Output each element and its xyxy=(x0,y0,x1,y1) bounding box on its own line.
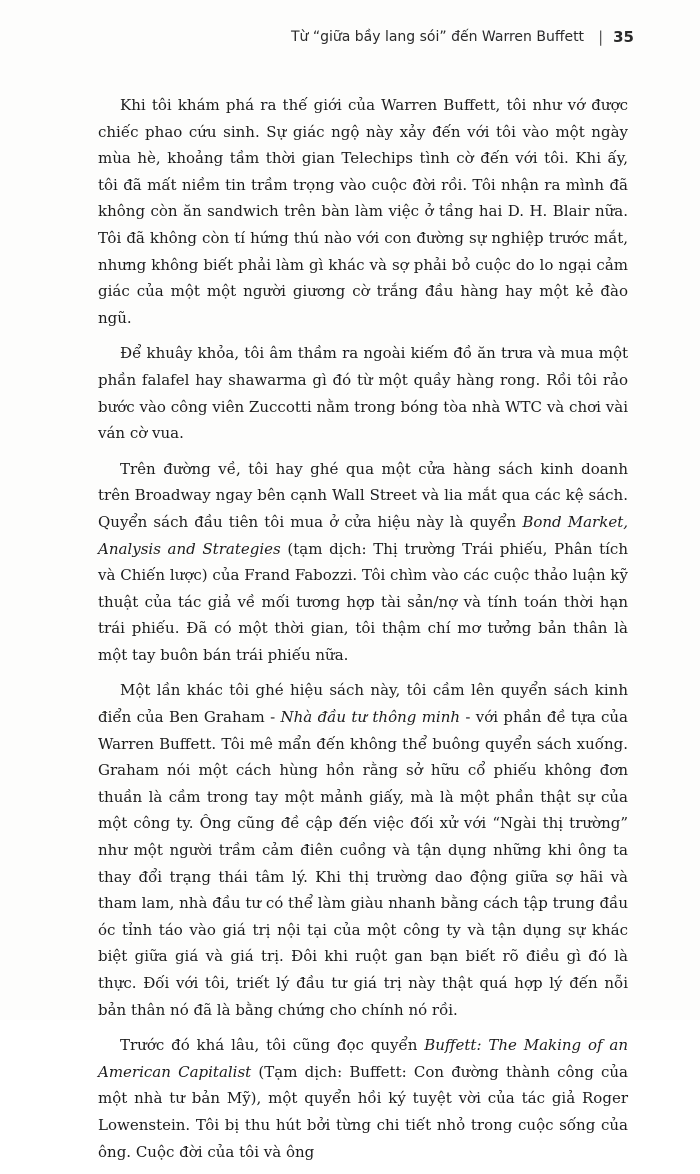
paragraph-5-part-1: Trước đó khá lâu, tôi cũng đọc quyển xyxy=(120,1036,425,1055)
chapter-title: Từ “giữa bầy lang sói” đến Warren Buffett xyxy=(290,29,585,45)
page-number: 35 xyxy=(613,28,634,46)
running-header xyxy=(291,28,634,46)
book-title-buffett-making: Buffett: The Making of an American Capitalist xyxy=(98,1036,628,1081)
paragraph-4-part-1: Một lần khác tôi ghé hiệu sách này, tôi cầm lên quyển sách kinh điển của Ben Graham - xyxy=(98,681,628,727)
book-title-bond-market: Bond Market, Analysis and Strategies xyxy=(98,512,628,558)
book-title-intelligent-investor: Nhà đầu tư thông minh xyxy=(280,708,461,727)
header-separator: | xyxy=(598,28,604,46)
paragraph-3 xyxy=(98,456,628,669)
paragraph-4 xyxy=(98,677,628,1023)
paragraph-3-part-1: Trên đường về, tôi hay ghé qua một cửa hàng sách kinh doanh trên Broadway ngay bên cạnh Wall Street và lia mắt qua các kệ sách. Quyển sách đầu tiên tôi mua ở cửa hiệu này là quyển xyxy=(98,459,628,531)
body-text xyxy=(98,92,628,1174)
paragraph-2: Để khuây khỏa, tôi âm thầm ra ngoài kiếm đồ ăn trưa và mua một phần falafel hay shawarma gì đó từ một quầy hàng rong. Rồi tôi rảo bước vào công viên Zuccotti nằm trong bóng tòa nhà WTC và chơi vài ván cờ vua. xyxy=(98,344,628,443)
paragraph-5-part-2: (Tạm dịch: Buffett: Con đường thành công của một nhà tư bản Mỹ), một quyển hồi ký tuyệt vời của tác giả Roger Lowenstein. Tôi bị thu hút bởi từng chi tiết nhỏ trong cuộc sống của ông. Cuộc đời của tôi và ông xyxy=(98,1062,628,1161)
paragraph-5 xyxy=(98,1032,628,1165)
paragraph-1: Khi tôi khám phá ra thế giới của Warren Buffett, tôi như vớ được chiếc phao cứu sinh. Sự giác ngộ này xảy đến với tôi vào một ngày mùa hè, khoảng tầm thời gian Telechips tình cờ đến với tôi. Khi ấy, tôi đã mất niềm tin trầm trọng vào cuộc đời rồi. Tôi nhận ra mình đã không còn ăn sandwich trên bàn làm việc ở tầng hai D. H. Blair nữa. Tôi đã không còn tí hứng thú nào với con đường sự nghiệp trước mắt, nhưng không biết phải làm gì khác và sợ phải bỏ cuộc do lo ngại cảm giác của một một người giương cờ trắng đầu hàng hay một kẻ đào ngũ. xyxy=(98,96,628,327)
paragraph-3-part-2: (tạm dịch: Thị trường Trái phiếu, Phân tích và Chiến lược) của Frand Fabozzi. Tôi chìm vào các cuộc thảo luận kỹ thuật của tác giả về mối tương hợp tài sản/nợ và tính toán thời hạn trái phiếu. Đã có một thời gian, tôi thậm chí mơ tưởng bản thân là một tay buôn bán trái phiếu nữa. xyxy=(98,539,628,664)
paragraph-4-part-2: - với phần đề tựa của Warren Buffett. Tôi mê mẩn đến không thể buông quyển sách xuống. Graham nói một cách hùng hồn rằng sở hữu cổ phiếu không đơn thuần là cầm trong tay một mảnh giấy, mà là một phần thật sự của một công ty. Ông cũng đề cập đến việc đối xử với “Ngài thị trường” như một người trầm cảm điên cuồng và tận dụng những khi ông ta thay đổi trạng thái tâm lý. Khi thị trường dao động giữa sợ hãi và tham lam, nhà đầu tư có thể làm giàu nhanh bằng cách tập trung đầu óc tỉnh táo vào giá trị nội tại của một công ty và tận dụng sự khác biệt giữa giá và giá trị. Đôi khi ruột gan bạn biết rõ điều gì đó là thực. Đối với tôi, triết lý đầu tư giá trị này thật quá hợp lý đến nỗi bản thân nó đã là bằng chứng cho chính nó rồi. xyxy=(98,708,629,1019)
